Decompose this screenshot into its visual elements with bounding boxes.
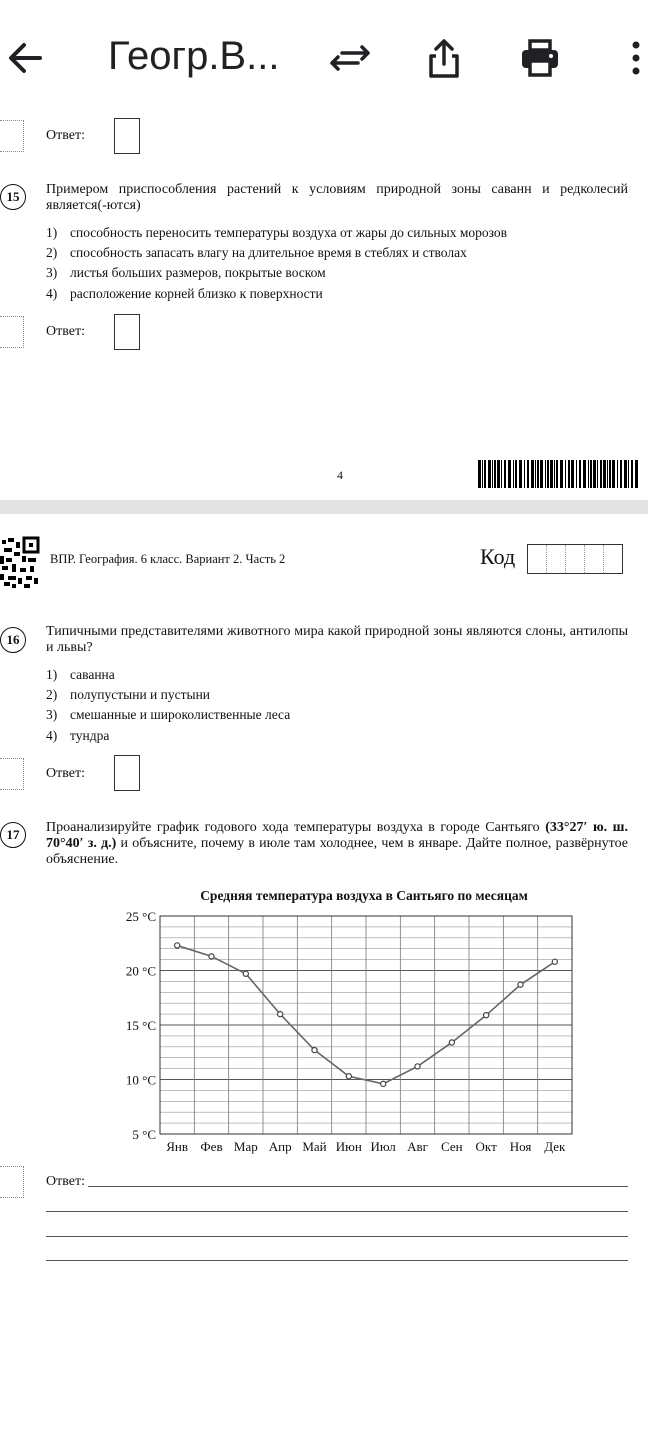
score-box	[0, 120, 24, 152]
option-2: 2) способность запасать влагу на длительное время в стеблях и стволах	[46, 245, 467, 260]
x-tick-label: Окт	[475, 1139, 497, 1154]
data-point	[552, 959, 557, 964]
answer-line[interactable]	[46, 1260, 628, 1261]
x-tick-label: Июл	[370, 1139, 396, 1154]
x-tick-label: Авг	[407, 1139, 428, 1154]
data-point	[175, 943, 180, 948]
answer-label: Ответ:	[46, 324, 85, 339]
answer-input[interactable]	[114, 755, 140, 791]
x-tick-label: Сен	[441, 1139, 463, 1154]
temperature-chart	[90, 880, 590, 1162]
page-header: ВПР. География. 6 класс. Вариант 2. Часть 2	[50, 552, 286, 566]
question-number-15: 15	[0, 184, 26, 210]
option-1: 1) способность переносить температуры воздуха от жары до сильных морозов	[46, 225, 508, 240]
page-divider	[0, 500, 648, 514]
qr-code	[0, 532, 40, 590]
kod-label: Код	[480, 544, 516, 569]
x-tick-label: Май	[302, 1139, 327, 1154]
data-point	[312, 1047, 317, 1052]
kod-input[interactable]	[527, 544, 623, 574]
more-vert-icon[interactable]	[614, 36, 644, 80]
data-point	[449, 1040, 454, 1045]
x-tick-label: Июн	[335, 1139, 362, 1154]
answer-input[interactable]	[114, 314, 140, 350]
answer-line[interactable]	[88, 1186, 628, 1187]
data-point	[243, 971, 248, 976]
share-icon[interactable]	[422, 36, 466, 80]
y-tick-label: 20 °C	[125, 963, 156, 979]
y-tick-label: 25 °C	[125, 909, 156, 924]
app-bar	[0, 0, 648, 118]
option-3: 3) смешанные и широколиственные леса	[46, 707, 291, 722]
x-tick-label: Ноя	[509, 1139, 532, 1154]
data-point	[415, 1064, 420, 1069]
option-4: 4) расположение корней близко к поверхности	[46, 286, 323, 301]
question-number-16: 16	[0, 627, 26, 653]
score-box	[0, 316, 24, 348]
answer-label: Ответ:	[46, 766, 85, 781]
question-number-17: 17	[0, 822, 26, 848]
score-box	[0, 1166, 24, 1198]
chart-title: Средняя температура воздуха в Сантьяго по месяцам	[200, 888, 528, 903]
option-3: 3) листья больших размеров, покрытые воском	[46, 265, 326, 280]
data-point	[209, 954, 214, 959]
data-point	[278, 1012, 283, 1017]
x-tick-label: Апр	[268, 1139, 292, 1154]
answer-line[interactable]	[46, 1211, 628, 1212]
option-4: 4) тундра	[46, 728, 110, 743]
answer-input[interactable]	[114, 118, 140, 154]
score-box	[0, 758, 24, 790]
data-point	[484, 1013, 489, 1018]
back-arrow-icon[interactable]	[4, 38, 44, 78]
y-tick-label: 15 °C	[125, 1018, 156, 1033]
swap-icon[interactable]	[328, 36, 372, 80]
y-tick-label: 10 °C	[125, 1072, 156, 1088]
barcode	[478, 460, 642, 488]
option-2: 2) полупустыни и пустыни	[46, 687, 211, 702]
data-point	[381, 1081, 386, 1086]
x-tick-label: Дек	[544, 1139, 566, 1154]
option-1: 1) саванна	[46, 667, 115, 682]
question-16-text: Типичными представителями животного мира какой природной зоны являются слоны, антилопы и львы?	[46, 624, 628, 655]
answer-line[interactable]	[46, 1236, 628, 1237]
page-number: 4	[337, 468, 343, 482]
data-point	[346, 1074, 351, 1079]
x-tick-label: Мар	[233, 1139, 258, 1154]
document-title: Геогр.В...	[108, 34, 280, 78]
answer-label: Ответ:	[46, 1174, 85, 1189]
x-tick-label: Янв	[166, 1139, 189, 1154]
question-17-text: Проанализируйте график годового хода температуры воздуха в городе Сантьяго (33°27′ ю. ш. 70°40′ з. д.) и объясните, почему в июле там холоднее, чем в январе. Дайте полное, развёрнутое объяснение.	[46, 820, 629, 867]
question-15-text: Примером приспособления растений к условиям природной зоны саванн и редколесий является(-ются)	[46, 182, 628, 213]
print-icon[interactable]	[518, 36, 562, 80]
data-point	[518, 982, 523, 987]
answer-label: Ответ:	[46, 128, 85, 143]
x-tick-label: Фев	[200, 1139, 223, 1154]
y-tick-label: 5 °C	[132, 1127, 156, 1142]
